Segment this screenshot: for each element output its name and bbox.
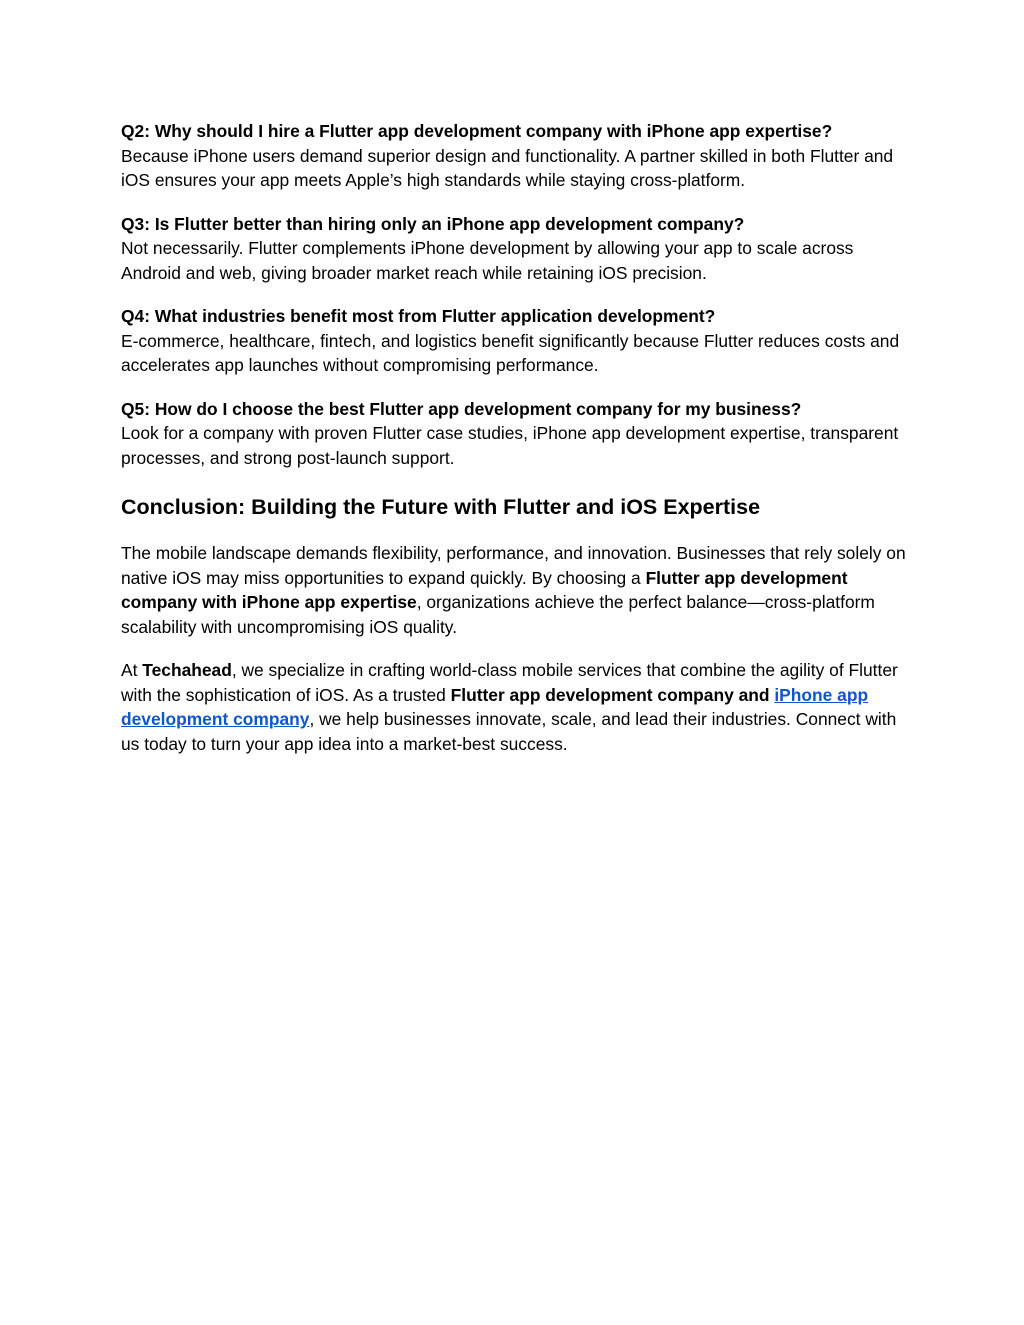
faq-answer: Not necessarily. Flutter complements iPhone development by allowing your app to scale across Android and web, giving broader market reach while retaining iOS precision. bbox=[121, 238, 854, 283]
faq-question: Q4: What industries benefit most from Flutter application development? bbox=[121, 306, 716, 326]
paragraph-text: , organizations achieve the perfect balance—cross-platform scalability with uncompromising iOS quality. bbox=[121, 592, 875, 637]
conclusion-paragraph-2 bbox=[121, 658, 911, 756]
company-name: Techahead bbox=[142, 660, 232, 680]
faq-question: Q3: Is Flutter better than hiring only an iPhone app development company? bbox=[121, 213, 745, 234]
bold-text: Flutter app development company and bbox=[450, 684, 775, 705]
document-page bbox=[121, 119, 911, 775]
bold-text: Flutter app development company with iPhone app expertise bbox=[121, 567, 848, 612]
faq-item-q4 bbox=[121, 304, 911, 378]
paragraph-text: , we help businesses innovate, scale, and lead their industries. Connect with us today to turn your app idea into a market-best success. bbox=[121, 709, 897, 754]
faq-item-q5 bbox=[121, 397, 911, 471]
paragraph-text: At bbox=[121, 660, 143, 680]
paragraph-text: , we specialize in crafting world-class mobile services that combine the agility of Flutter with the sophistication of iOS. As a trusted bbox=[121, 660, 898, 705]
faq-item-q3 bbox=[121, 212, 911, 286]
faq-question: Q2: Why should I hire a Flutter app development company with iPhone app expertise? bbox=[121, 121, 833, 141]
conclusion-paragraph-1 bbox=[121, 541, 911, 639]
paragraph-text: The mobile landscape demands flexibility, performance, and innovation. Businesses that rely solely on native iOS may miss opportunities to expand quickly. By choosing a bbox=[121, 543, 906, 588]
faq-answer: Look for a company with proven Flutter case studies, iPhone app development expertise, transparent processes, and strong post-launch support. bbox=[121, 423, 899, 468]
faq-answer: Because iPhone users demand superior design and functionality. A partner skilled in both Flutter and iOS ensures your app meets Apple’s high standards while staying cross-platform. bbox=[121, 145, 894, 190]
faq-answer: E-commerce, healthcare, fintech, and logistics benefit significantly because Flutter reduces costs and accelerates app launches without compromising performance. bbox=[121, 330, 900, 375]
conclusion-heading: Conclusion: Building the Future with Flutter and iOS Expertise bbox=[121, 495, 761, 519]
faq-item-q2 bbox=[121, 119, 911, 193]
iphone-app-development-link[interactable]: iPhone app development company bbox=[121, 684, 869, 729]
faq-question: Q5: How do I choose the best Flutter app development company for my business? bbox=[121, 398, 802, 419]
